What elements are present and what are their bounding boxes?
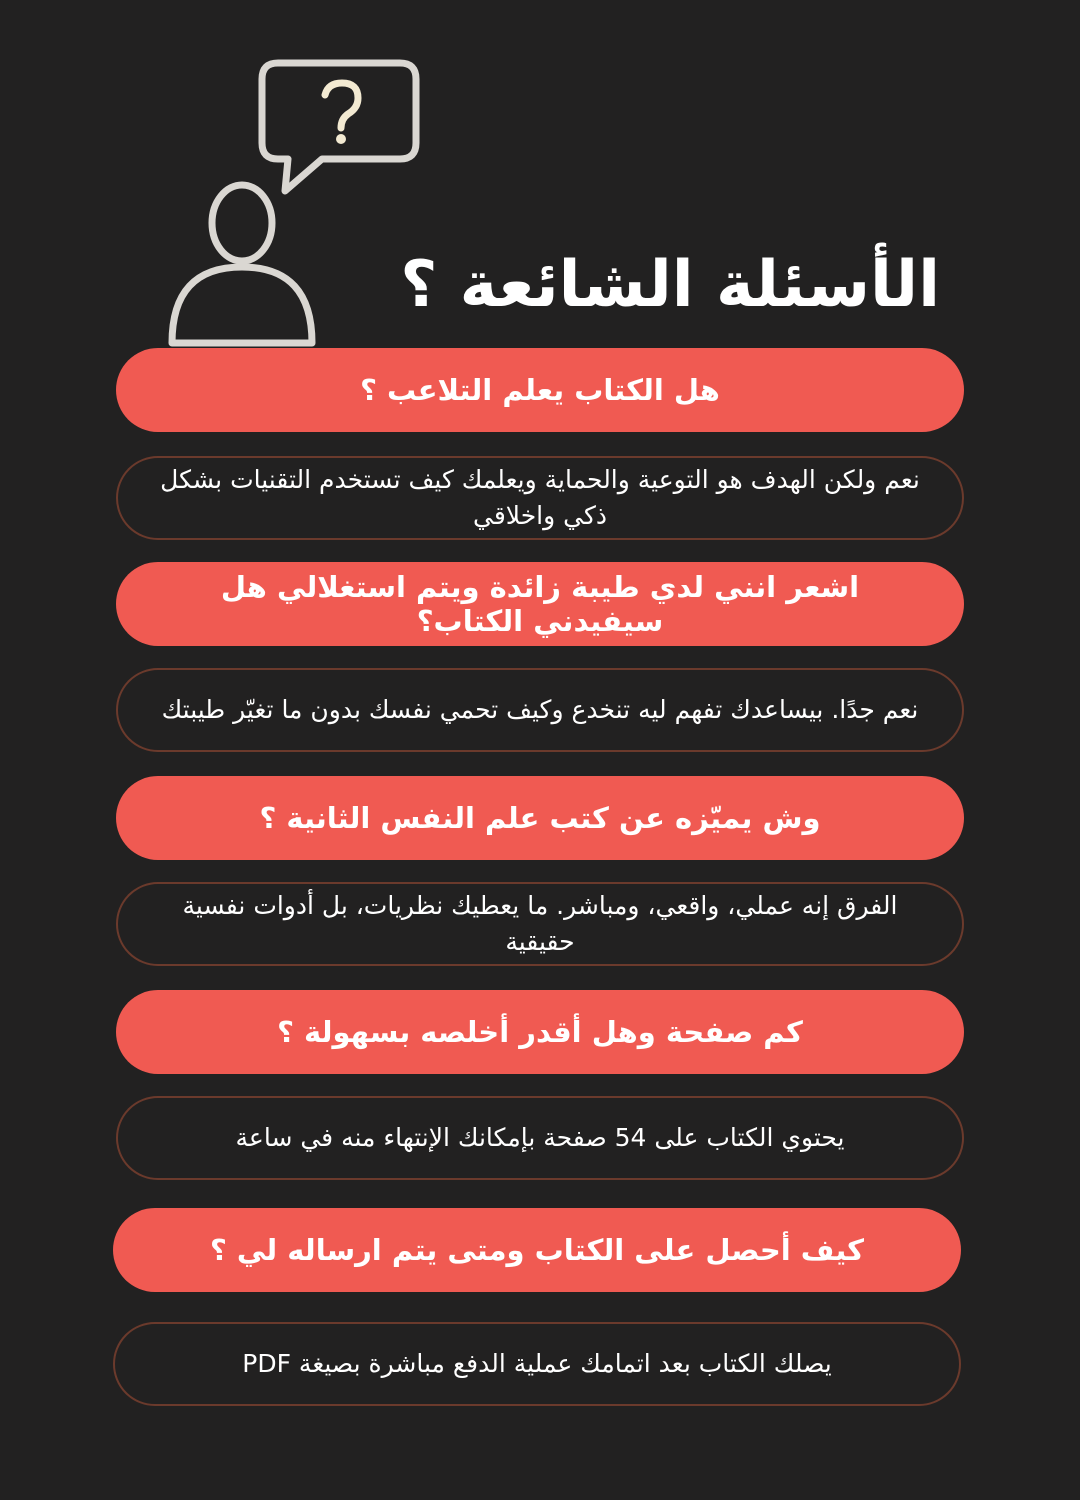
faq-answer-1: نعم ولكن الهدف هو التوعية والحماية ويعلمك كيف تستخدم التقنيات بشكل ذكي واخلاقي — [116, 456, 964, 540]
question-mark-icon — [325, 83, 358, 128]
person-head-icon — [212, 185, 272, 261]
page-title: الأسئلة الشائعة ؟ — [400, 248, 940, 322]
faq-question-3[interactable]: وش يميّزه عن كتب علم النفس الثانية ؟ — [116, 776, 964, 860]
faq-answer-3: الفرق إنه عملي، واقعي، ومباشر. ما يعطيك نظريات، بل أدوات نفسية حقيقية — [116, 882, 964, 966]
faq-question-5[interactable]: كيف أحصل على الكتاب ومتى يتم ارساله لي ؟ — [113, 1208, 961, 1292]
faq-answer-2: نعم جدًا. بيساعدك تفهم ليه تنخدع وكيف تحمي نفسك بدون ما تغيّر طيبتك — [116, 668, 964, 752]
person-body-icon — [172, 267, 312, 343]
person-question-icon — [160, 55, 430, 355]
faq-question-2[interactable]: اشعر انني لدي طيبة زائدة ويتم استغلالي هل سيفيدني الكتاب؟ — [116, 562, 964, 646]
faq-answer-5: يصلك الكتاب بعد اتمامك عملية الدفع مباشرة بصيغة PDF — [113, 1322, 961, 1406]
faq-question-1[interactable]: هل الكتاب يعلم التلاعب ؟ — [116, 348, 964, 432]
faq-answer-4: يحتوي الكتاب على 54 صفحة بإمكانك الإنتهاء منه في ساعة — [116, 1096, 964, 1180]
faq-question-4[interactable]: كم صفحة وهل أقدر أخلصه بسهولة ؟ — [116, 990, 964, 1074]
